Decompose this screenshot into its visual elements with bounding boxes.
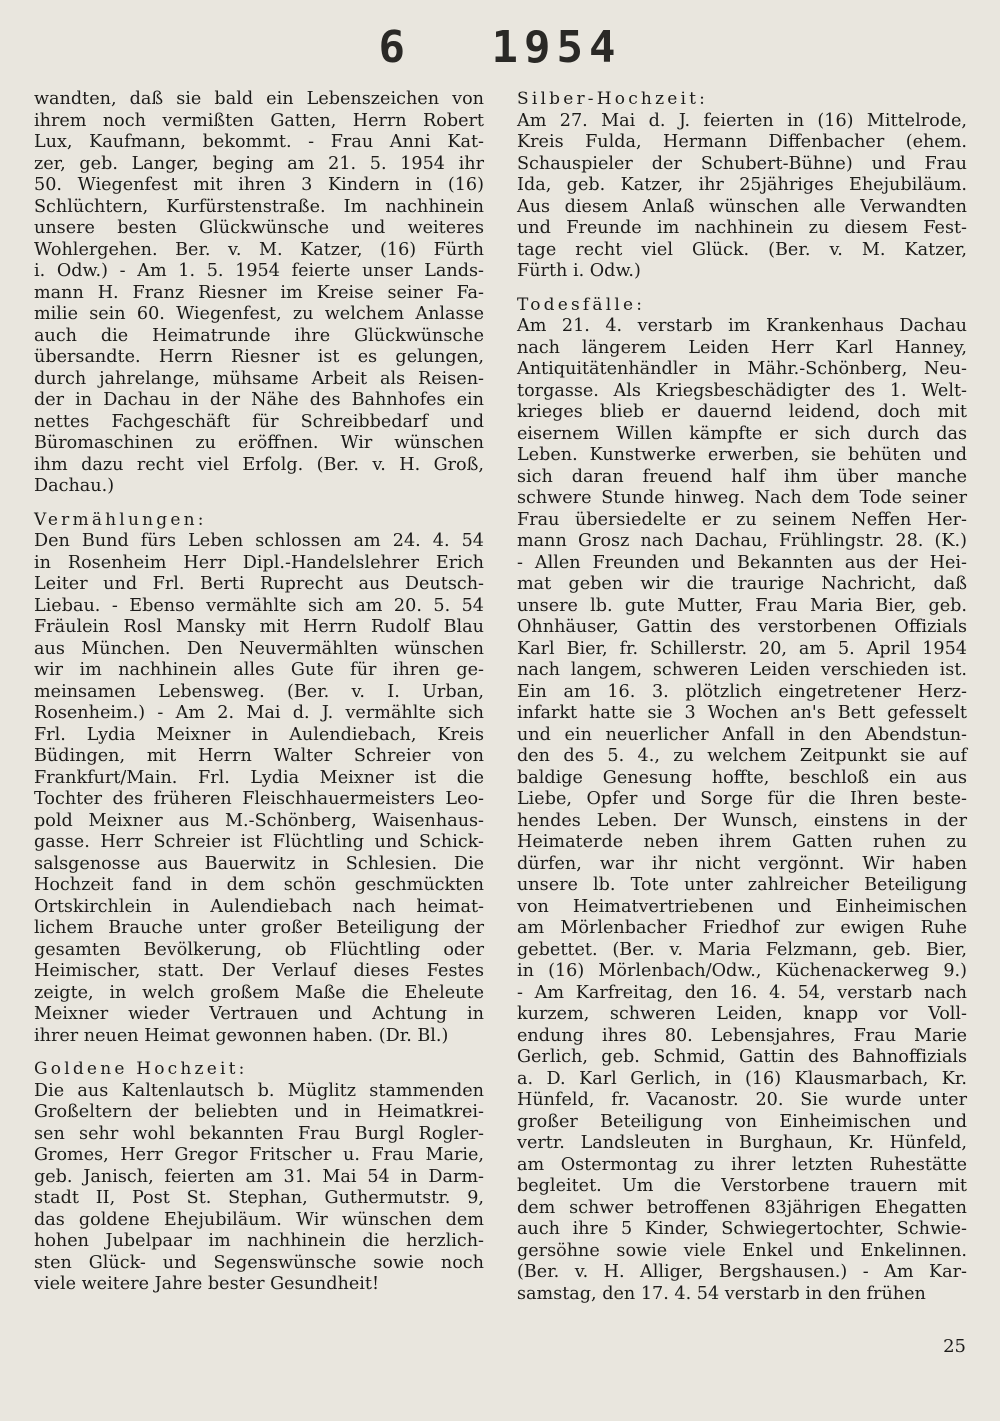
text-line: Büromaschinen zu eröffnen. Wir wünschen xyxy=(34,433,484,453)
text-line: gasse. Herr Schreier ist Flüchtling und Schick- xyxy=(34,832,484,852)
text-line: Die aus Kaltenlautsch b. Müglitz stammenden xyxy=(34,1080,484,1101)
text-line: Großeltern der beliebten und in Heimatkrei- xyxy=(34,1102,484,1122)
text-line: milie sein 60. Wiegenfest, zu welchem Anlasse xyxy=(34,304,484,324)
text-line: aus München. Den Neuvermählten wünschen xyxy=(34,638,484,659)
text-line: hendes Leben. Der Wunsch, einstens in der xyxy=(517,810,967,831)
text-line: unsere lb. gute Mutter, Frau Maria Bier, geb. xyxy=(517,595,967,616)
text-line: Liebau. - Ebenso vermählte sich am 20. 5. 54 xyxy=(34,595,484,616)
text-line: ihrer neuen Heimat gewonnen haben. (Dr. Bl.) xyxy=(34,1025,449,1046)
text-line: Büdingen, mit Herrn Walter Schreier von xyxy=(34,746,484,766)
text-line: unsere besten Glückwünsche und weiteres xyxy=(34,218,484,238)
text-line: Meixner wieder Vertrauen und Achtung in xyxy=(34,1004,484,1024)
text-line: Ortskirchlein in Aulendiebach nach heimat- xyxy=(34,896,484,917)
left-column xyxy=(34,89,484,1296)
text-line: i. Odw.) - Am 1. 5. 1954 feierte unser Lands- xyxy=(34,261,484,281)
article-paragraph xyxy=(34,531,484,1047)
text-line: nach langem, schweren Leiden verschieden ist. xyxy=(517,660,967,680)
text-line: Heimischer, statt. Der Verlauf dieses Festes xyxy=(34,961,484,981)
section-heading: Todesfälle: xyxy=(517,294,646,315)
page-header xyxy=(0,22,1000,73)
text-line: mann Grosz nach Dachau, Frühlingstr. 28. (K.) xyxy=(517,531,967,551)
text-line: Liebe, Opfer und Sorge für die Ihren beste- xyxy=(517,789,967,809)
text-line: - Allen Freunden und Bekannten aus der Hei- xyxy=(517,552,967,573)
text-line: auch ihre 5 Kinder, Schwiegertochter, Schwie- xyxy=(517,1219,967,1239)
text-line: schwere Stunde hinweg. Nach dem Tode seiner xyxy=(517,488,967,508)
article-paragraph xyxy=(517,111,967,283)
text-line: am Ostermontag zu ihrer letzten Ruhestätte xyxy=(517,1154,967,1175)
text-line: Schauspieler der Schubert-Bühne) und Frau xyxy=(517,153,967,174)
text-line: unsere lb. Tote unter zahlreicher Beteiligung xyxy=(517,875,967,895)
text-line: sich daran freuend half ihm über manche xyxy=(517,466,967,487)
text-line: Aus diesem Anlaß wünschen alle Verwandten xyxy=(517,196,967,217)
text-line: 50. Wiegenfest mit ihren 3 Kindern in (16) xyxy=(34,175,484,195)
text-line: Fürth i. Odw.) xyxy=(517,261,641,281)
text-line: und ein neuerlicher Anfall in den Abendstun- xyxy=(517,724,967,745)
text-line: nettes Fachgeschäft für Schreibbedarf und xyxy=(34,411,484,432)
text-line: stadt II, Post St. Stephan, Guthermutstr. 9, xyxy=(34,1188,484,1208)
text-line: baldige Genesung hoffte, beschloß ein aus xyxy=(517,767,967,788)
text-line: das goldene Ehejubiläum. Wir wünschen dem xyxy=(34,1209,484,1230)
text-line: Karl Bier, fr. Schillerstr. 20, am 5. April 1954 xyxy=(517,638,967,659)
article-paragraph xyxy=(517,316,967,1305)
text-line: Ida, geb. Katzer, ihr 25jähriges Ehejubiläum. xyxy=(517,175,967,195)
page-number: 25 xyxy=(943,1336,966,1357)
text-line: endung ihres 80. Lebensjahres, Frau Marie xyxy=(517,1025,967,1046)
text-line: (Ber. v. H. Alliger, Bergshausen.) - Am Kar- xyxy=(517,1262,967,1282)
text-line: nach längerem Leiden Herr Karl Hanney, xyxy=(517,337,967,358)
text-line: - Am Karfreitag, den 16. 4. 54, verstarb nach xyxy=(517,982,967,1003)
text-line: am Mörlenbacher Friedhof zur ewigen Ruhe xyxy=(517,918,967,938)
text-line: Am 21. 4. verstarb im Krankenhaus Dachau xyxy=(517,316,967,336)
text-line: tage recht viel Glück. (Ber. v. M. Katzer, xyxy=(517,239,967,260)
text-line: Frau übersiedelte er zu seinem Neffen Her- xyxy=(517,509,967,530)
text-line: viele weitere Jahre bester Gesundheit! xyxy=(34,1274,380,1294)
text-line: der in Dachau in der Nähe des Bahnhofes ein xyxy=(34,390,484,410)
text-line: auch die Heimatrunde ihre Glückwünsche xyxy=(34,325,484,346)
text-line: Leben. Kunstwerke erwerben, sie behüten und xyxy=(517,445,967,465)
text-line: den des 5. 4., zu welchem Zeitpunkt sie auf xyxy=(517,746,967,766)
text-line: meinsamen Lebensweg. (Ber. v. I. Urban, xyxy=(34,681,484,702)
text-line: gebettet. (Ber. v. Maria Felzmann, geb. Bier, xyxy=(517,939,967,960)
section-heading: Vermählungen: xyxy=(34,509,207,530)
text-line: Frankfurt/Main. Frl. Lydia Meixner ist die xyxy=(34,767,484,788)
text-line: Leiter und Frl. Berti Ruprecht aus Deutsch- xyxy=(34,574,484,594)
text-line: Hochzeit fand in dem schön geschmückten xyxy=(34,875,484,895)
text-line: Rosenheim.) - Am 2. Mai d. J. vermählte sich xyxy=(34,703,484,723)
text-line: dem schwer betroffenen 83jährigen Ehegatten xyxy=(517,1197,967,1218)
text-line: Heimaterde neben ihrem Gatten ruhen zu xyxy=(517,832,967,852)
text-line: Gromes, Herr Gregor Fritscher u. Frau Marie, xyxy=(34,1145,484,1165)
text-line: Kreis Fulda, Hermann Diffenbacher (ehem. xyxy=(517,132,967,152)
text-line: wir im nachhinein alles Gute für ihren ge- xyxy=(34,660,484,680)
text-line: Wohlergehen. Ber. v. M. Katzer, (16) Fürth xyxy=(34,239,484,260)
text-line: begleitet. Um die Verstorbene trauern mit xyxy=(517,1176,967,1196)
text-line: Frl. Lydia Meixner in Aulendiebach, Kreis xyxy=(34,724,484,745)
text-line: lichem Brauche unter großer Beteiligung der xyxy=(34,918,484,938)
text-line: a. D. Karl Gerlich, in (16) Klausmarbach, Kr. xyxy=(517,1068,967,1089)
right-column xyxy=(517,89,967,1305)
text-line: Den Bund fürs Leben schlossen am 24. 4. 54 xyxy=(34,531,484,551)
text-line: zeigte, in welch großem Maße die Eheleute xyxy=(34,982,484,1003)
text-line: großer Beteiligung von Einheimischen und xyxy=(517,1111,967,1132)
article-paragraph xyxy=(34,89,484,498)
text-line: krieges blieb er dauernd leidend, doch mit xyxy=(517,402,967,422)
text-line: in (16) Mörlenbach/Odw., Küchenackerweg 9.) xyxy=(517,961,967,981)
text-line: Lux, Kaufmann, bekommt. - Frau Anni Kat- xyxy=(34,132,484,152)
issue-year: 1954 xyxy=(491,22,622,73)
text-line: Hünfeld, fr. Vacanostr. 20. Sie wurde unter xyxy=(517,1090,967,1110)
text-line: Dachau.) xyxy=(34,476,115,496)
text-line: Schlüchtern, Kurfürstenstraße. Im nachhinein xyxy=(34,196,484,217)
text-line: kurzem, schweren Leiden, knapp vor Voll- xyxy=(517,1004,967,1024)
text-line: mat geben wir die traurige Nachricht, daß xyxy=(517,574,967,594)
text-line: sten Glück- und Segenswünsche sowie noch xyxy=(34,1252,484,1273)
text-line: dürfen, war ihr nicht vergönnt. Wir haben xyxy=(517,853,967,874)
text-line: samstag, den 17. 4. 54 verstarb in den frühen xyxy=(517,1283,926,1304)
text-line: übersandte. Herrn Riesner ist es gelungen, xyxy=(34,347,484,367)
text-line: Ein am 16. 3. plötzlich eingetretener Herz- xyxy=(517,681,967,702)
issue-number: 6 xyxy=(378,22,412,73)
text-line: hohen Jubelpaar im nachhinein die herzlich- xyxy=(34,1231,484,1251)
text-line: infarkt hatte sie 3 Wochen an's Bett gefesselt xyxy=(517,703,967,723)
article-paragraph xyxy=(34,1081,484,1296)
text-line: ihm dazu recht viel Erfolg. (Ber. v. H. Groß, xyxy=(34,454,484,475)
section-heading: Goldene Hochzeit: xyxy=(34,1059,248,1079)
text-line: Antiquitätenhändler in Mähr.-Schönberg, Neu- xyxy=(517,359,967,379)
text-line: geb. Janisch, feierten am 31. Mai 54 in Darm- xyxy=(34,1166,484,1187)
text-line: gersöhne sowie viele Enkel und Enkelinnen. xyxy=(517,1240,967,1261)
text-line: salsgenosse aus Bauerwitz in Schlesien. Die xyxy=(34,853,484,874)
text-line: sen sehr wohl bekannten Frau Burgl Rogler- xyxy=(34,1123,484,1144)
text-line: eisernem Willen kämpfte er sich durch das xyxy=(517,423,967,444)
text-line: Fräulein Rosl Mansky mit Herrn Rudolf Blau xyxy=(34,617,484,637)
text-line: ihrem noch vermißten Gatten, Herrn Robert xyxy=(34,110,484,131)
text-line: Tochter des früheren Fleischhauermeisters Leo- xyxy=(34,789,484,809)
text-line: Ohnhäuser, Gattin des verstorbenen Offizials xyxy=(517,617,967,637)
text-line: von Heimatvertriebenen und Einheimischen xyxy=(517,896,967,917)
text-line: durch jahrelange, mühsame Arbeit als Reisen- xyxy=(34,368,484,389)
text-line: und Freunde im nachhinein zu diesem Fest- xyxy=(517,218,967,238)
text-line: zer, geb. Langer, beging am 21. 5. 1954 ihr xyxy=(34,153,484,174)
text-line: wandten, daß sie bald ein Lebenszeichen von xyxy=(34,89,484,109)
text-line: mann H. Franz Riesner im Kreise seiner Fa- xyxy=(34,282,484,303)
text-line: Am 27. Mai d. J. feierten in (16) Mittelrode, xyxy=(517,110,967,131)
text-line: vertr. Landsleuten in Burghaun, Kr. Hünfeld, xyxy=(517,1133,967,1153)
text-line: in Rosenheim Herr Dipl.-Handelslehrer Erich xyxy=(34,552,484,573)
text-line: gesamten Bevölkerung, ob Flüchtling oder xyxy=(34,939,484,960)
text-line: torgasse. Als Kriegsbeschädigter des 1. Welt- xyxy=(517,380,967,401)
section-heading: Silber-Hochzeit: xyxy=(517,89,709,109)
text-line: Gerlich, geb. Schmid, Gattin des Bahnoffizials xyxy=(517,1047,967,1067)
text-line: pold Meixner aus M.-Schönberg, Waisenhaus- xyxy=(34,810,484,831)
